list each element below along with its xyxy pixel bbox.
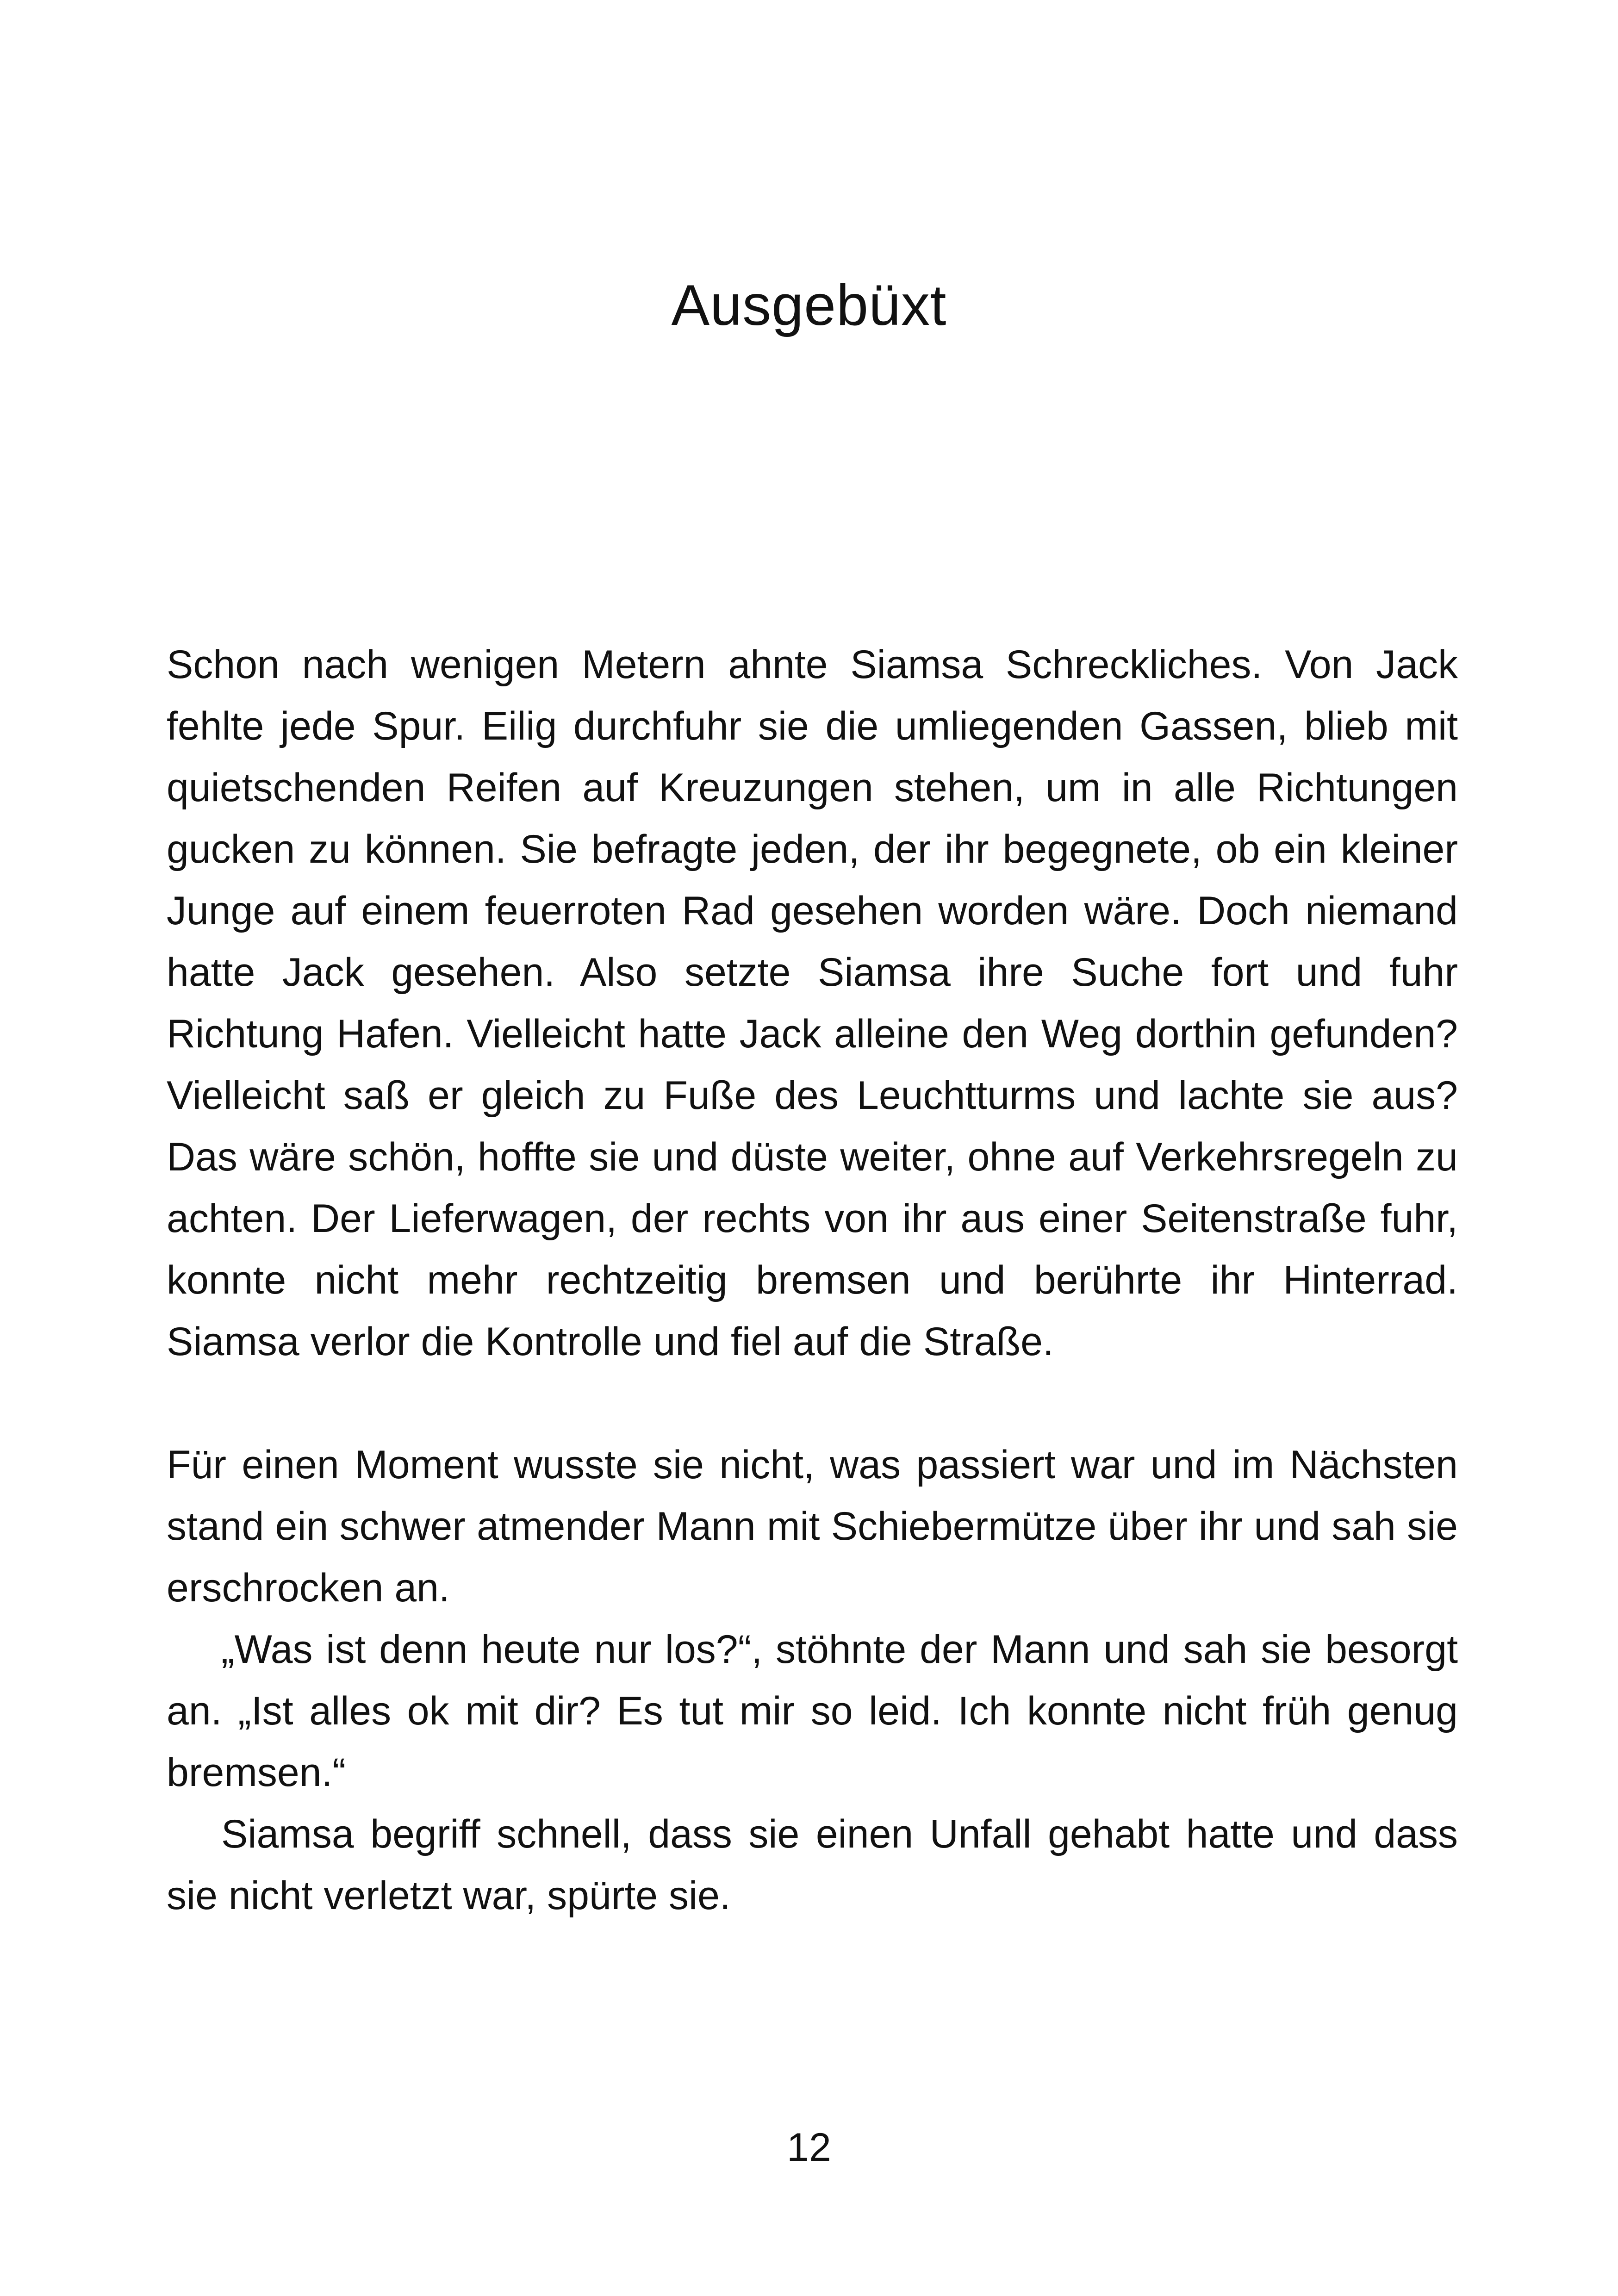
chapter-title: Ausgebüxt	[671, 274, 947, 337]
paragraph-1: Schon nach wenigen Metern ahnte Siamsa Schreckliches. Von Jack fehlte jede Spur. Eilig durchfuhr sie die umliegenden Gassen, blieb mit quietschenden Reifen auf Kreuzungen stehen, um in alle Richtungen gucken zu können. Sie befragte jeden, der ihr begegnete, ob ein kleiner Junge auf einem feuerroten Rad gesehen worden wäre. Doch niemand hatte Jack gesehen. Also setzte Siamsa ihre Suche fort und fuhr Richtung Hafen. Vielleicht hatte Jack alleine den Weg dorthin gefunden? Vielleicht saß er gleich zu Fuße des Leuchtturms und lachte sie aus? Das wäre schön, hoffte sie und düste weiter, ohne auf Verkehrsregeln zu achten. Der Lieferwagen, der rechts von ihr aus einer Seitenstraße fuhr, konnte nicht mehr rechtzeitig bremsen und berührte ihr Hinterrad. Siamsa verlor die Kontrolle und fiel auf die Straße.	[167, 642, 1458, 1364]
paragraph-4: Siamsa begriff schnell, dass sie einen Unfall gehabt hatte und dass sie nicht verletzt war, spürte sie.	[167, 1812, 1458, 1918]
chapter-body	[167, 634, 1458, 1927]
paragraph-spacer	[167, 1373, 1458, 1434]
page-number: 12	[787, 2125, 831, 2170]
paragraph-3: „Was ist denn heute nur los?“, stöhnte der Mann und sah sie besorgt an. „Ist alles ok mit dir? Es tut mir so leid. Ich konnte nicht früh genug bremsen.“	[167, 1627, 1458, 1795]
paragraph-2: Für einen Moment wusste sie nicht, was passiert war und im Nächsten stand ein schwer atmender Mann mit Schiebermütze über ihr und sah sie erschrocken an.	[167, 1443, 1458, 1610]
